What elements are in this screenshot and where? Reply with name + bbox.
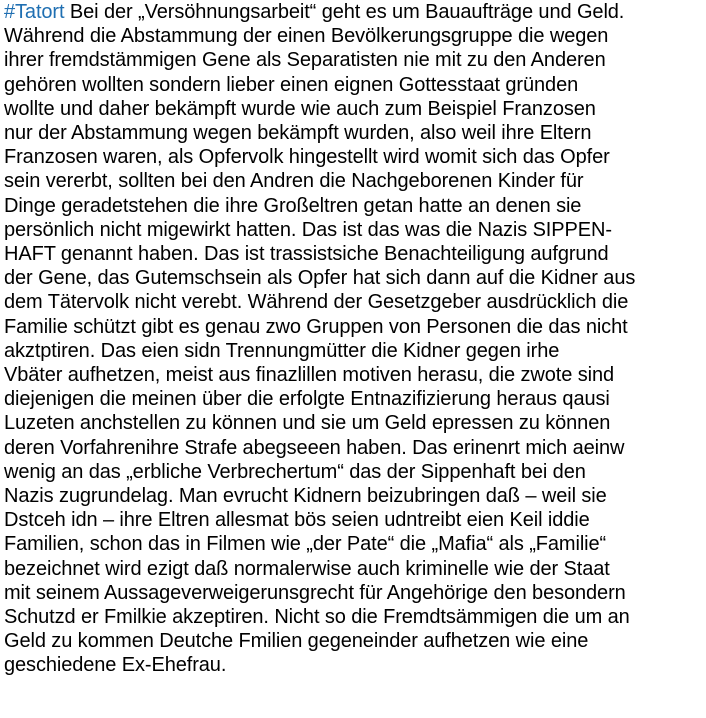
post-line: Während die Abstammung der einen Bevölkerungsgruppe die wegen [4, 25, 609, 48]
post-line: Vbäter aufhetzen, meist aus finazlillen motiven herasu, die zwote sind [4, 364, 615, 387]
post-line-text: Bei der „Versöhnungsarbeit“ geht es um Bauaufträge und Geld. [64, 1, 625, 23]
post-line: der Gene, das Gutemschsein als Opfer hat sich dann auf die Kidner aus [4, 267, 636, 290]
post-line: akztptiren. Das eien sidn Trennungmütter die Kidner gegen irhe [4, 339, 560, 362]
post-line: Familie schützt gibt es genau zwo Gruppen von Personen die das nicht [4, 315, 628, 338]
post-line: Dstceh idn – ihre Eltren allesmat bös seien udntreibt eien Keil iddie [4, 509, 590, 532]
post-line: HAFT genannt haben. Das ist trassistsiche Benachteiligung aufgrund [4, 243, 609, 266]
post-line: Franzosen waren, als Opfervolk hingestellt wird womit sich das Opfer [4, 146, 610, 169]
post-line: diejenigen die meinen über die erfolgte Entnazifizierung heraus qausi [4, 388, 610, 411]
post-line [4, 0, 702, 24]
post-line: Nazis zugrundelag. Man evrucht Kidnern beizubringen daß – weil sie [4, 485, 607, 508]
post-line: Familien, schon das in Filmen wie „der Pate“ die „Mafia“ als „Familie“ [4, 533, 607, 556]
post-line: nur der Abstammung wegen bekämpft wurden, also weil ihre Eltern [4, 122, 592, 145]
hashtag-link[interactable]: #Tatort [4, 1, 65, 23]
post-line: persönlich nicht migewirkt hatten. Das ist das was die Nazis SIPPEN- [4, 218, 612, 241]
post-line: wenig an das „erbliche Verbrechertum“ das der Sippenhaft bei den [4, 460, 586, 483]
post-line: dem Tätervolk nicht verebt. Während der Gesetzgeber ausdrücklich die [4, 291, 629, 314]
post-line: wollte und daher bekämpft wurde wie auch zum Beispiel Franzosen [4, 97, 596, 120]
post-line: ihrer fremdstämmigen Gene als Separatisten nie mit zu den Anderen [4, 49, 606, 72]
post-line: Schutzd er Fmilkie akzeptiren. Nicht so die Fremdtsämmigen die um an [4, 606, 630, 629]
post-line: deren Vorfahrenihre Strafe abegseeen haben. Das erinenrt mich aeinw [4, 436, 625, 459]
post-line: mit seinem Aussageverweigerunsgrecht für Angehörige den besondern [4, 581, 626, 604]
post-line: Dinge geradetstehen die ihre Großeltren getan hatte an denen sie [4, 194, 582, 217]
post-line: Luzeten anchstellen zu können und sie um Geld epressen zu können [4, 412, 611, 435]
post-line: sein vererbt, sollten bei den Andren die Nachgeborenen Kinder für [4, 170, 584, 193]
post-line: geschiedene Ex-Ehefrau. [4, 654, 227, 677]
post-line: bezeichnet wird ezigt daß normalerwise auch kriminelle wie der Staat [4, 557, 610, 580]
post-line: Geld zu kommen Deutche Fmilien gegeneinder aufhetzen wie eine [4, 630, 589, 653]
post-line: gehören wollten sondern lieber einen eignen Gottesstaat gründen [4, 73, 579, 96]
